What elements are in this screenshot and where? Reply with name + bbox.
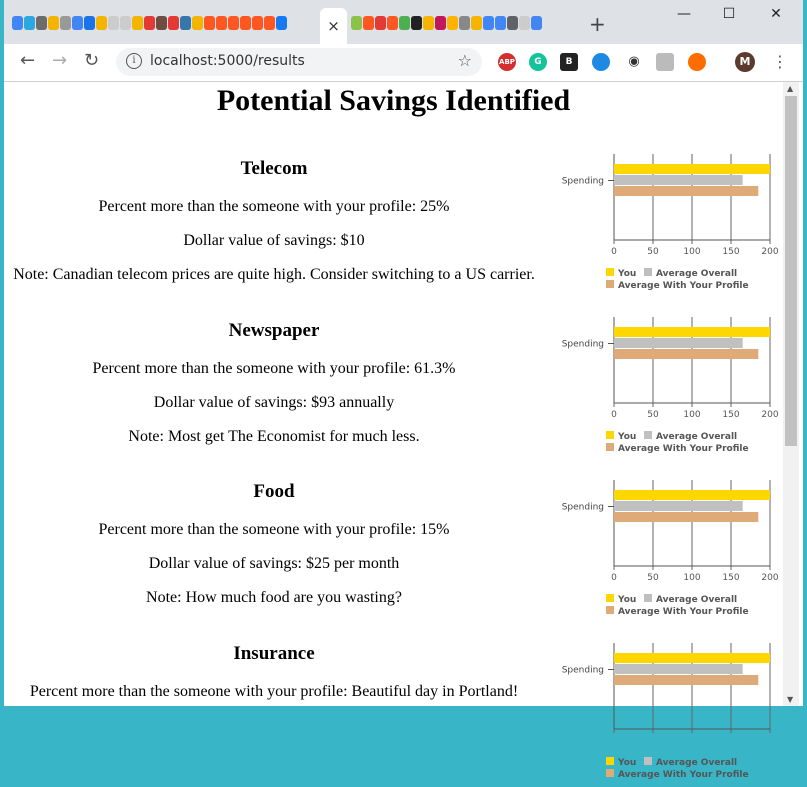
- bar: [614, 349, 758, 359]
- legend-label: Average With Your Profile: [618, 281, 749, 291]
- tab-favicon-icon[interactable]: [471, 16, 482, 30]
- y-category-label: Spending: [561, 665, 604, 676]
- tab-favicon-icon[interactable]: [399, 16, 410, 30]
- tab-favicon-icon[interactable]: [120, 16, 131, 30]
- x-tick-label: 100: [683, 410, 701, 420]
- scrollbar-thumb[interactable]: [785, 96, 797, 446]
- y-category-label: Spending: [561, 176, 604, 187]
- tab-favicon-icon[interactable]: [435, 16, 446, 30]
- section-heading: Insurance: [233, 643, 315, 664]
- chart-newspaper: [552, 311, 780, 461]
- tab-favicon-icon[interactable]: [108, 16, 119, 30]
- x-tick-label: 150: [722, 410, 740, 420]
- section-heading: Newspaper: [228, 320, 320, 341]
- x-tick-label: 50: [647, 573, 659, 583]
- bar: [614, 512, 758, 522]
- percent-text: Percent more than the someone with your profile: Beautiful day in Portland!: [29, 683, 519, 700]
- legend-label: You: [618, 269, 637, 279]
- scroll-up-icon[interactable]: ▲: [787, 84, 794, 93]
- active-tab[interactable]: [320, 8, 347, 44]
- chart-food: [552, 474, 780, 624]
- bar: [614, 490, 770, 500]
- percent-text: Percent more than the someone with your profile: 15%: [98, 521, 450, 538]
- y-category-label: Spending: [561, 339, 604, 350]
- dollar-text: Dollar value of savings: $25 per month: [148, 555, 400, 572]
- tab-favicon-icon[interactable]: [48, 16, 59, 30]
- tab-favicon-icon[interactable]: [483, 16, 494, 30]
- legend-swatch: [606, 280, 614, 288]
- vertical-scrollbar[interactable]: [783, 82, 799, 706]
- tab-favicon-icon[interactable]: [387, 16, 398, 30]
- tab-favicon-icon[interactable]: [132, 16, 143, 30]
- address-bar[interactable]: [116, 48, 482, 76]
- bar: [614, 327, 770, 337]
- reload-icon[interactable]: ↻: [84, 50, 100, 71]
- x-tick-label: 0: [611, 247, 617, 257]
- scroll-down-icon[interactable]: ▼: [787, 695, 794, 704]
- x-tick-label: 150: [722, 247, 740, 257]
- eye-icon[interactable]: ◉: [625, 53, 643, 71]
- legend-label: Average With Your Profile: [618, 444, 749, 454]
- legend-swatch: [644, 594, 652, 602]
- tab-favicon-icon[interactable]: [180, 16, 191, 30]
- menu-dots-icon[interactable]: ⋮: [772, 52, 788, 71]
- tab-favicon-icon[interactable]: [363, 16, 374, 30]
- grammarly-icon[interactable]: G: [529, 53, 547, 71]
- legend-swatch: [606, 769, 614, 777]
- lock-extension-icon[interactable]: [656, 53, 674, 71]
- tab-favicon-icon[interactable]: [507, 16, 518, 30]
- bookmark-star-icon[interactable]: ☆: [457, 51, 472, 70]
- browser-window: [4, 0, 803, 780]
- tab-favicon-icon[interactable]: [96, 16, 107, 30]
- x-tick-label: 0: [611, 573, 617, 583]
- bar: [614, 675, 758, 685]
- x-tick-label: 150: [722, 573, 740, 583]
- tab-favicon-icon[interactable]: [144, 16, 155, 30]
- browser-toolbar: [4, 44, 803, 82]
- tab-strip: [4, 0, 803, 44]
- legend-label: Average Overall: [656, 432, 738, 442]
- x-tick-label: 100: [683, 247, 701, 257]
- note-text: Note: How much food are you wasting?: [146, 589, 402, 606]
- profile-avatar[interactable]: M: [735, 52, 755, 72]
- note-text: Note: Most get The Economist for much less.: [128, 428, 420, 445]
- legend-swatch: [644, 431, 652, 439]
- legend-label: You: [618, 432, 637, 442]
- legend-swatch: [606, 594, 614, 602]
- page-content: [4, 82, 783, 780]
- legend-swatch: [644, 268, 652, 276]
- x-tick-label: 0: [611, 410, 617, 420]
- legend-label: Average Overall: [656, 595, 738, 605]
- tab-favicon-icon[interactable]: [84, 16, 95, 30]
- extension-b-icon[interactable]: B: [560, 53, 578, 71]
- page-title: Potential Savings Identified: [216, 84, 571, 117]
- minimize-icon[interactable]: —: [677, 6, 691, 22]
- note-text: Note: Canadian telecom prices are quite high. Consider switching to a US carrier.: [13, 266, 535, 283]
- x-tick-label: 200: [761, 573, 779, 583]
- tab-favicon-icon[interactable]: [228, 16, 239, 30]
- maximize-icon[interactable]: ☐: [722, 6, 736, 22]
- back-arrow-icon[interactable]: ←: [20, 50, 36, 71]
- chart-insurance: [552, 637, 780, 787]
- legend-label: Average With Your Profile: [618, 770, 749, 780]
- bar: [614, 664, 743, 674]
- tab-favicon-icon[interactable]: [351, 16, 362, 30]
- extension-blue-icon[interactable]: [592, 53, 610, 71]
- bar: [614, 164, 770, 174]
- tab-favicon-icon[interactable]: [156, 16, 167, 30]
- tab-favicon-icon[interactable]: [276, 16, 287, 30]
- tab-favicon-icon[interactable]: [264, 16, 275, 30]
- close-window-icon[interactable]: ✕: [770, 6, 782, 22]
- tab-favicon-icon[interactable]: [36, 16, 47, 30]
- x-tick-label: 100: [683, 573, 701, 583]
- info-icon[interactable]: i: [126, 53, 142, 69]
- bar: [614, 501, 743, 511]
- x-tick-label: 200: [761, 247, 779, 257]
- legend-swatch: [606, 443, 614, 451]
- adblock-plus-icon[interactable]: ABP: [498, 53, 516, 71]
- tab-favicon-icon[interactable]: [240, 16, 251, 30]
- more-tabs: [351, 16, 542, 36]
- tab-favicon-icon[interactable]: [447, 16, 458, 30]
- legend-swatch: [606, 757, 614, 765]
- legend-label: You: [618, 758, 637, 768]
- x-tick-label: 50: [647, 410, 659, 420]
- tab-favicon-icon[interactable]: [411, 16, 422, 30]
- x-tick-label: 200: [761, 410, 779, 420]
- tab-close-icon[interactable]: ×: [327, 17, 340, 35]
- section-heading: Telecom: [240, 158, 308, 179]
- bar: [614, 186, 758, 196]
- bar: [614, 175, 743, 185]
- tab-favicon-icon[interactable]: [375, 16, 386, 30]
- tab-favicon-icon[interactable]: [495, 16, 506, 30]
- x-tick-label: 50: [647, 247, 659, 257]
- tab-favicon-icon[interactable]: [216, 16, 227, 30]
- legend-swatch: [606, 268, 614, 276]
- tab-favicon-icon[interactable]: [423, 16, 434, 30]
- legend-swatch: [644, 757, 652, 765]
- legend-label: Average With Your Profile: [618, 607, 749, 617]
- bar: [614, 338, 743, 348]
- dollar-text: Dollar value of savings: $10: [183, 232, 365, 249]
- legend-label: Average Overall: [656, 758, 738, 768]
- legend-label: You: [618, 595, 637, 605]
- new-tab-button[interactable]: +: [589, 12, 606, 36]
- tab-favicon-icon[interactable]: [72, 16, 83, 30]
- tab-favicon-icon[interactable]: [459, 16, 470, 30]
- percent-text: Percent more than the someone with your profile: 61.3%: [92, 360, 456, 377]
- tab-favicon-icon[interactable]: [531, 16, 542, 30]
- y-category-label: Spending: [561, 502, 604, 513]
- legend-swatch: [606, 431, 614, 439]
- tab-favicon-icon[interactable]: [192, 16, 203, 30]
- bar: [614, 653, 770, 663]
- tab-favicon-icon[interactable]: [519, 16, 530, 30]
- extension-orange-icon[interactable]: [688, 53, 706, 71]
- legend-label: Average Overall: [656, 269, 738, 279]
- tab-favicon-icon[interactable]: [204, 16, 215, 30]
- dollar-text: Dollar value of savings: $93 annually: [153, 394, 395, 411]
- section-heading: Food: [253, 481, 295, 502]
- tab-favicon-icon[interactable]: [252, 16, 263, 30]
- tab-favicon-icon[interactable]: [168, 16, 179, 30]
- percent-text: Percent more than the someone with your profile: 25%: [98, 198, 450, 215]
- chart-telecom: [552, 148, 780, 298]
- forward-arrow-icon[interactable]: →: [52, 50, 68, 71]
- tab-favicon-icon[interactable]: [60, 16, 71, 30]
- url-text[interactable]: localhost:5000/results: [150, 53, 305, 69]
- legend-swatch: [606, 606, 614, 614]
- pinned-tabs: [12, 16, 287, 36]
- tab-favicon-icon[interactable]: [12, 16, 23, 30]
- tab-favicon-icon[interactable]: [24, 16, 35, 30]
